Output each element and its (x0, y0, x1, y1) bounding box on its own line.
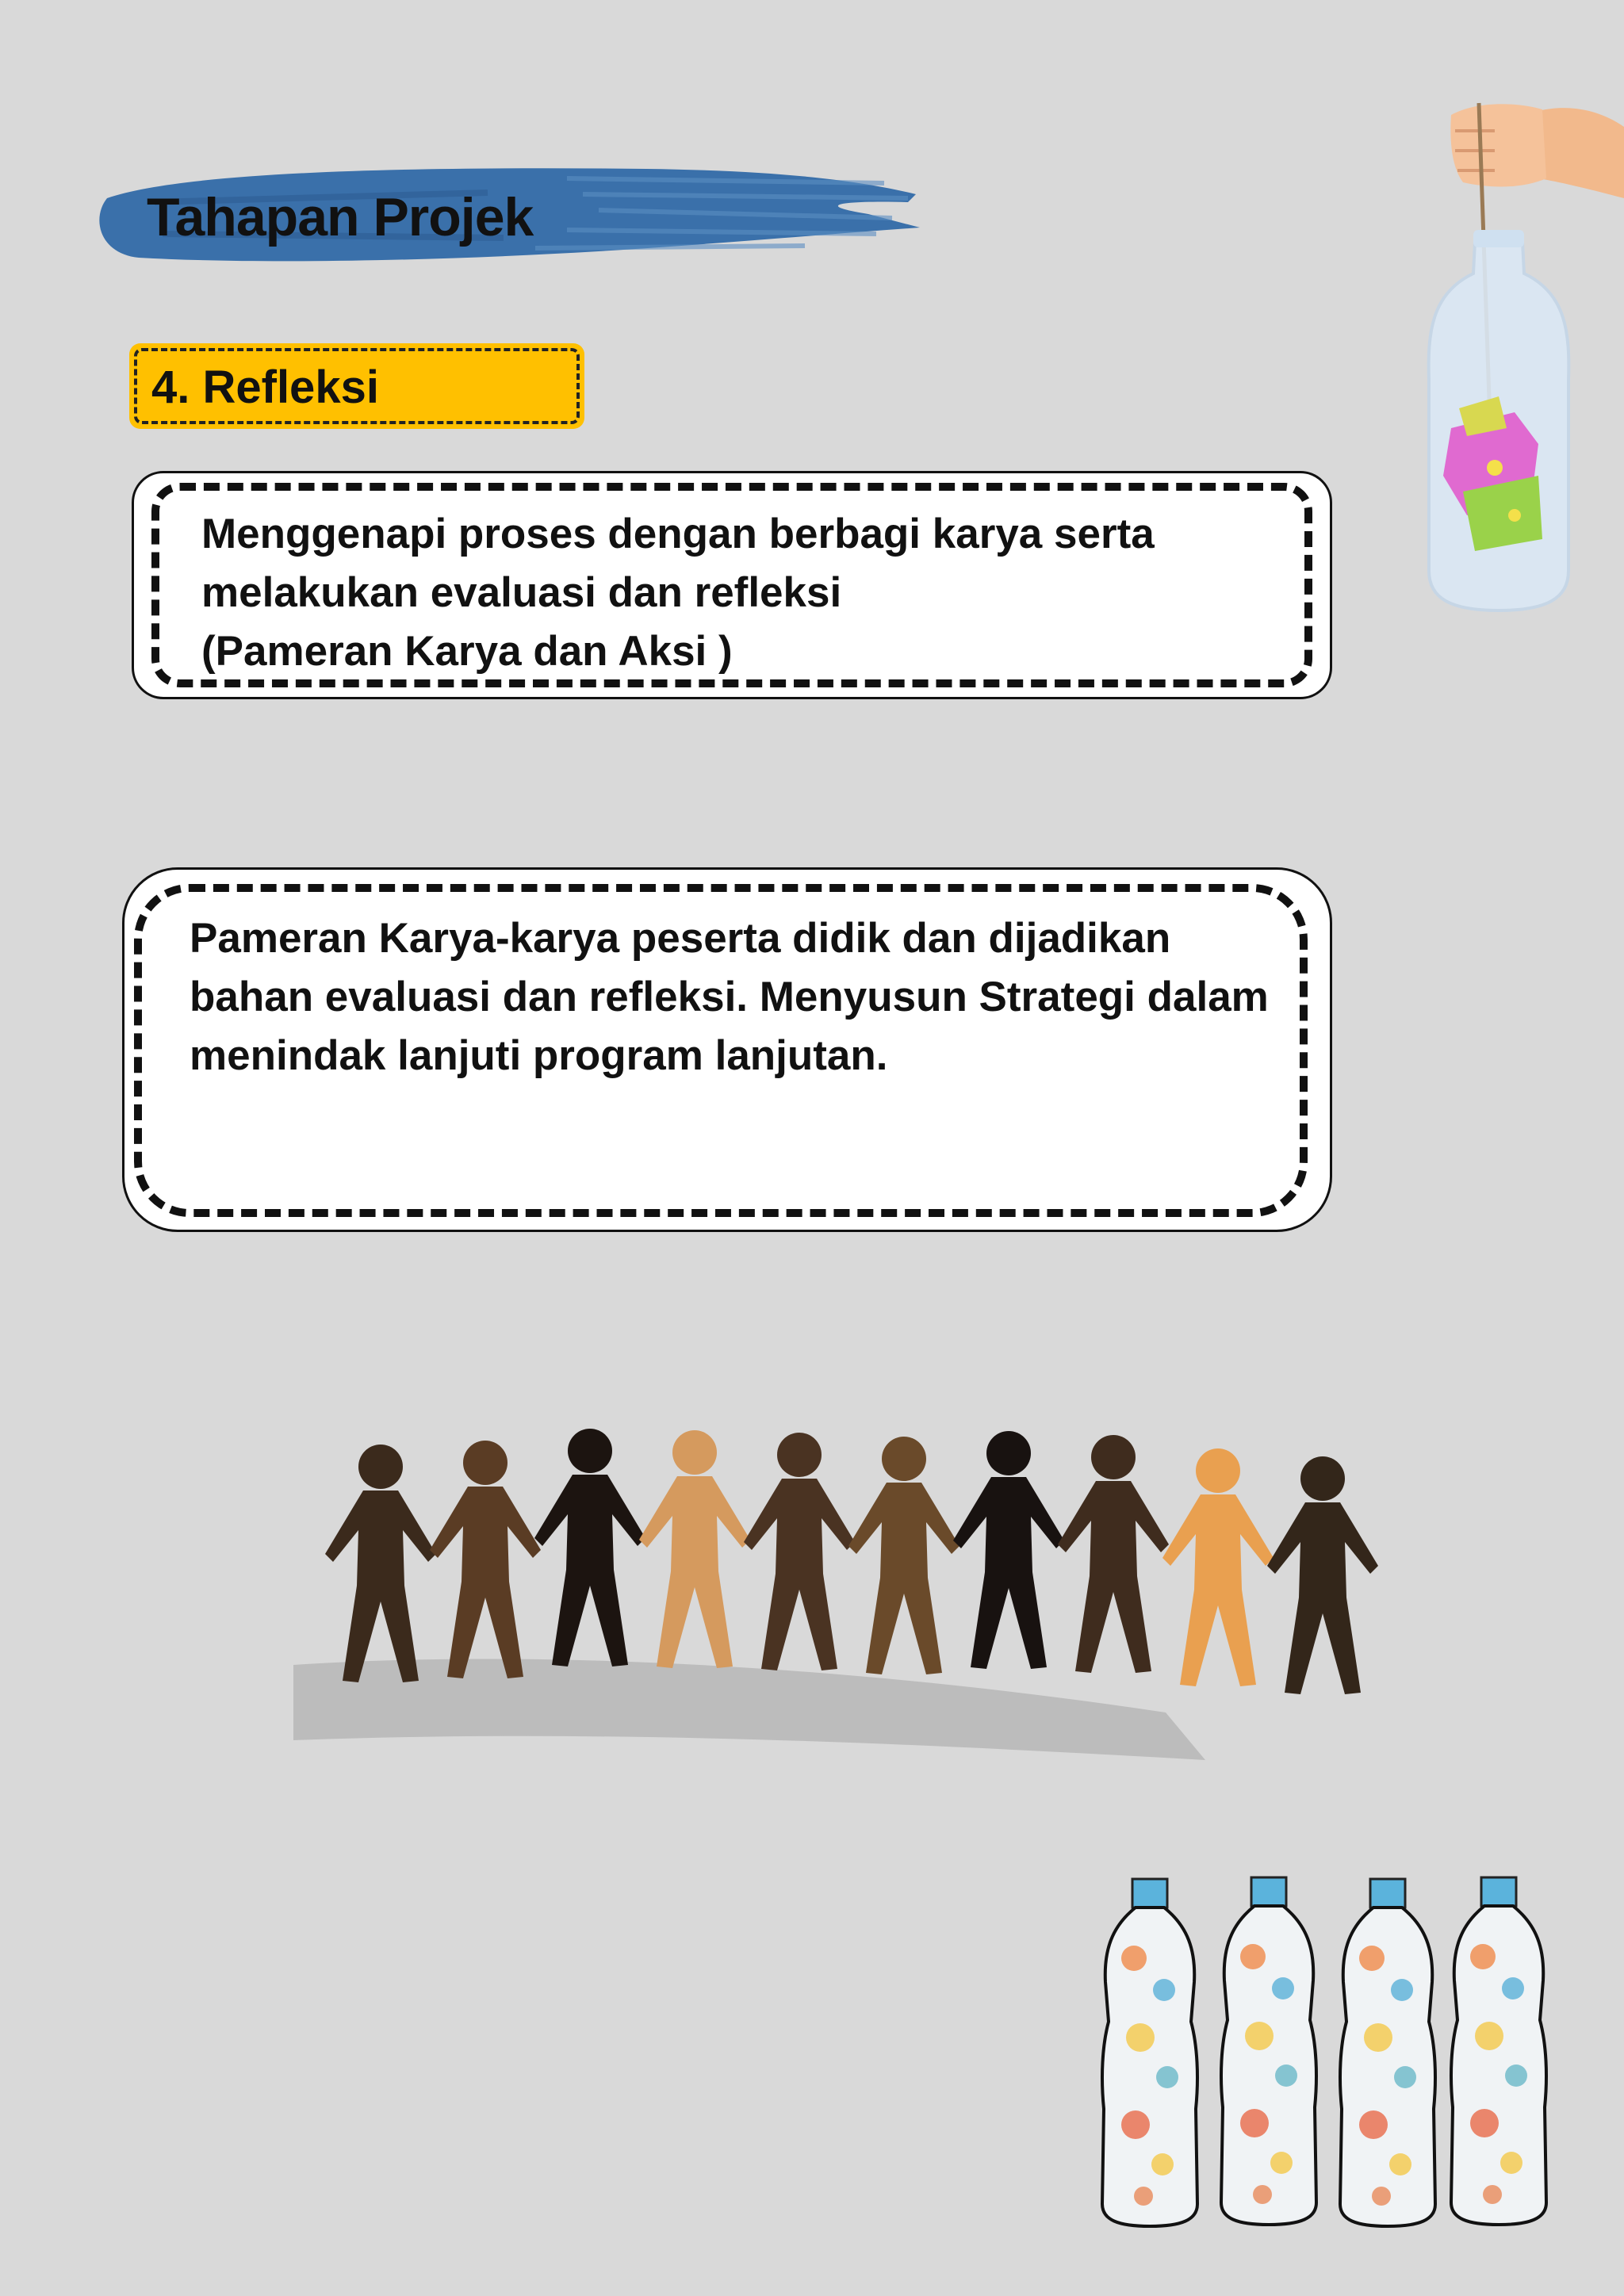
detail-card (122, 867, 1332, 1232)
summary-line: melakukan evaluasi dan refleksi (201, 569, 842, 616)
paper-people-chain-icon (293, 1427, 1419, 1776)
plastic-bottles-icon (1086, 1871, 1562, 2236)
detail-line: menindak lanjuti program lanjutan. (190, 1032, 888, 1079)
page-title: Tahapan Projek (147, 187, 534, 247)
step-badge (129, 343, 584, 429)
summary-card (132, 471, 1332, 699)
detail-card-text (190, 909, 1316, 1085)
step-badge-label: 4. Refleksi (151, 362, 379, 413)
detail-line: bahan evaluasi dan refleksi. Menyusun Strategi dalam (190, 974, 1269, 1020)
hand-holding-bottle-icon (1419, 95, 1624, 618)
summary-line: (Pameran Karya dan Aksi ) (201, 628, 733, 675)
summary-card-text (201, 505, 1280, 681)
detail-line: Pameran Karya-karya peserta didik dan dijadikan (190, 915, 1171, 962)
summary-line: Menggenapi proses dengan berbagi karya serta (201, 511, 1155, 557)
